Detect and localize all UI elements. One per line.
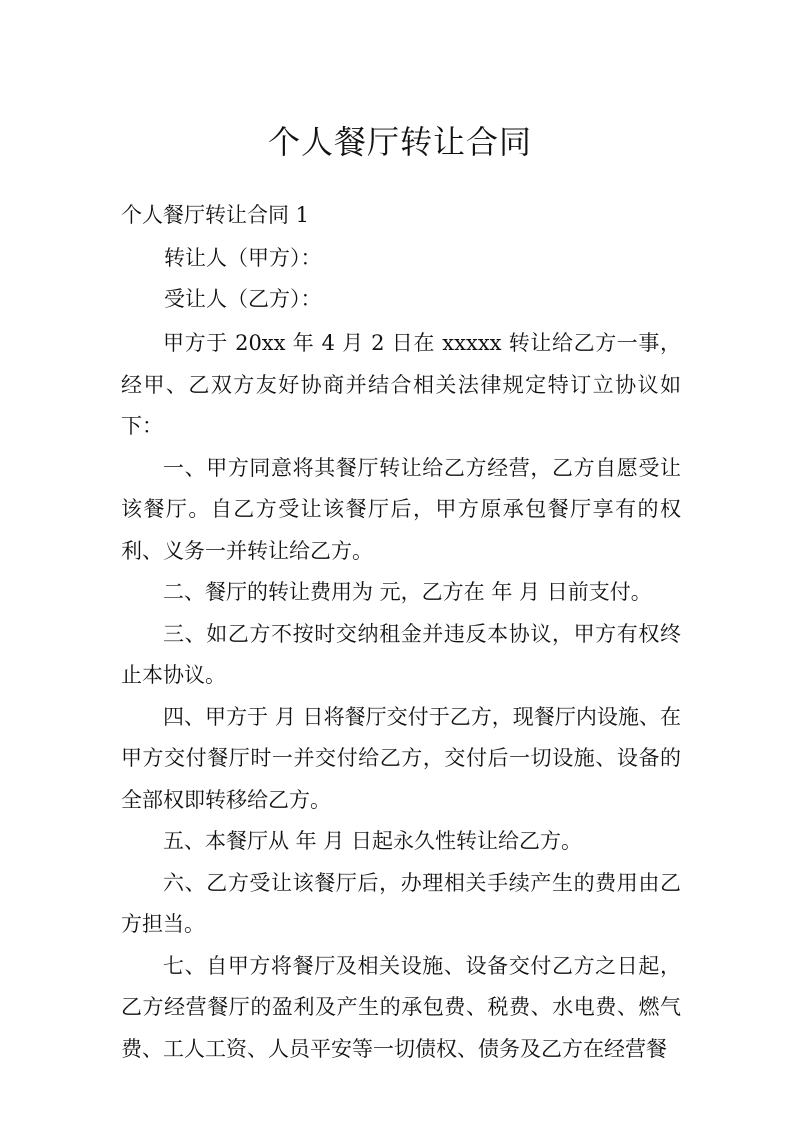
contract-subtitle: 个人餐厅转让合同 1: [121, 203, 310, 227]
clause-1: 一、甲方同意将其餐厅转让给乙方经营，乙方自愿受让该餐厅。自乙方受让该餐厅后，甲方原承包餐厅享有的权利、义务一并转让给乙方。: [121, 455, 681, 563]
contract-body: [121, 323, 681, 1070]
clause-5: 五、本餐厅从 年 月 日起永久性转让给乙方。: [163, 829, 583, 853]
clause-6: 六、乙方受让该餐厅后，办理相关手续产生的费用由乙方担当。: [121, 870, 681, 936]
paragraph-preamble: 甲方于 20xx 年 4 月 2 日在 xxxxx 转让给乙方一事，经甲、乙双方友好协商并结合相关法律规定特订立协议如下：: [121, 331, 681, 438]
clause-7: 七、自甲方将餐厅及相关设施、设备交付乙方之日起，乙方经营餐厅的盈利及产生的承包费、税费、水电费、燃气费、工人工资、人员平安等一切债权、债务及乙方在经营餐: [121, 953, 681, 1061]
transferee-line: 受让人（乙方）：: [164, 287, 322, 311]
document-title: 个人餐厅转让合同: [267, 123, 532, 161]
clause-4: 四、甲方于 月 日将餐厅交付于乙方，现餐厅内设施、在甲方交付餐厅时一并交付给乙方，交付后一切设施、设备的全部权即转移给乙方。: [121, 704, 681, 812]
clause-2: 二、餐厅的转让费用为 元，乙方在 年 月 日前支付。: [163, 580, 652, 604]
clause-3: 三、如乙方不按时交纳租金并违反本协议，甲方有权终止本协议。: [121, 621, 681, 687]
transferor-line: 转让人（甲方）：: [164, 246, 322, 270]
